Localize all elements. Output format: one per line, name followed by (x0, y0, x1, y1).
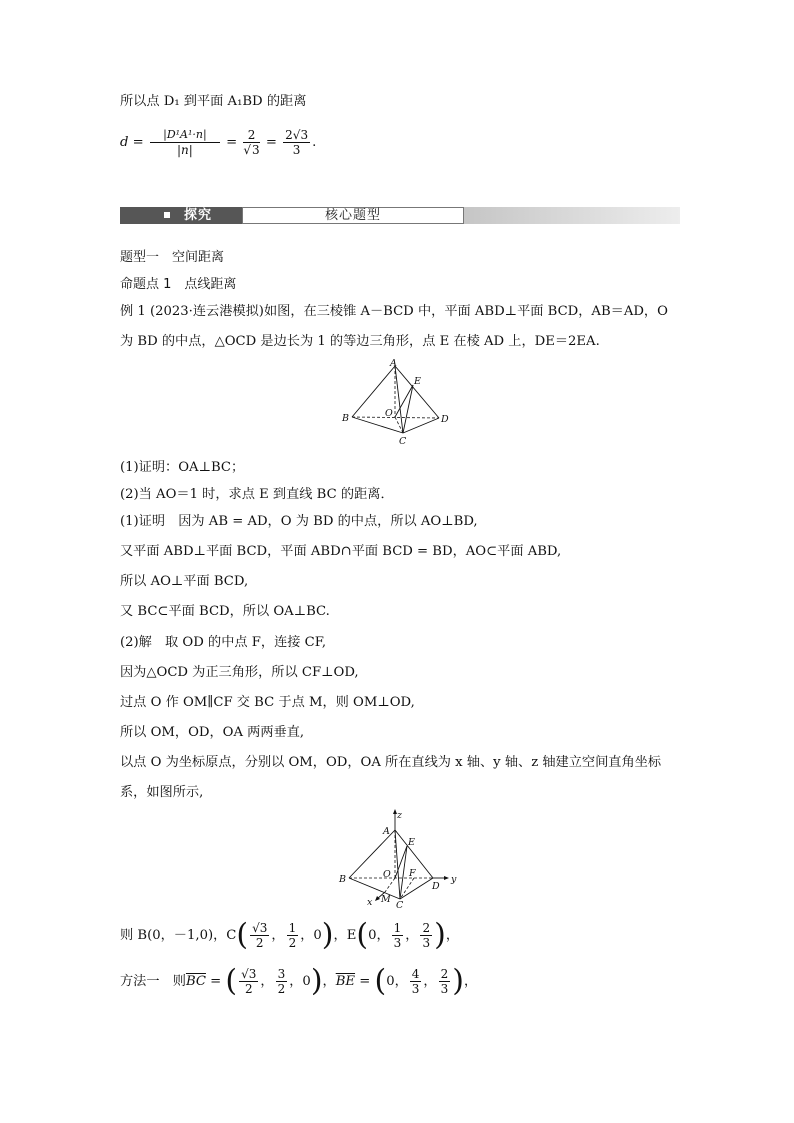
solution-line-10: 系，如图所示, (120, 785, 204, 800)
solution-line-3: 所以 AO⊥平面 BCD, (120, 574, 249, 589)
formula-denominator: |n| (177, 143, 193, 157)
vector-bc: $\overline{BC}$ (185, 974, 206, 989)
solution-line-9: 以点 O 为坐标原点，分别以 OM，OD，OA 所在直线为 x 轴、y 轴、z 轴建立空间直角坐标 (120, 755, 662, 770)
fig2-label-B: B (339, 874, 346, 885)
method-one-label: 方法一 则 (120, 974, 186, 989)
formula-numerator: |D¹A¹·n| (150, 128, 220, 143)
example-line-2: 为 BD 的中点，△OCD 是边长为 1 的等边三角形，点 E 在棱 AD 上，DE＝2EA. (120, 334, 600, 349)
fig1-label-E: E (414, 376, 421, 387)
formula-eq: = (132, 135, 144, 150)
example-line-1: 例 1 (2023·连云港模拟)如图，在三棱锥 A－BCD 中，平面 ABD⊥平面 BCD，AB＝AD，O (120, 304, 668, 319)
fig1-label-A: A (390, 358, 397, 369)
distance-formula: d = $\frac{\text{|D¹A¹·n|}}{|n|}$ = $\frac{2}{√3}$ = $\frac{2√3}{3}$ . (120, 128, 317, 157)
solution-line-4: 又 BC⊂平面 BCD，所以 OA⊥BC. (120, 604, 330, 619)
banner-bullet-icon (164, 212, 170, 218)
fig2-label-z: z (397, 810, 403, 821)
banner-tab-core: 核心题型 (242, 207, 464, 224)
intro-line: 所以点 D₁ 到平面 A₁BD 的距离 (120, 94, 307, 109)
solution-line-6: 因为△OCD 为正三角形，所以 CF⊥OD, (120, 665, 359, 680)
question-1: (1)证明：OA⊥BC； (120, 460, 245, 475)
solution-line-5: (2)解 取 OD 的中点 F，连接 CF, (120, 635, 327, 650)
coordinates-line: 则 B(0，－1,0)，C( $\frac{√3}{2}$ ， $\frac{1}{2}$ ，0)，E(0， $\frac{1}{3}$ ， $\frac{2}{3}$ )， (120, 917, 460, 953)
banner-dark-block (120, 207, 242, 224)
solution-line-8: 所以 OM，OD，OA 两两垂直, (120, 725, 305, 740)
fig2-label-F: F (409, 868, 416, 879)
fig1-label-D: D (441, 414, 449, 425)
banner-tab-explore: 探究 (184, 208, 213, 223)
solution-line-7: 过点 O 作 OM∥CF 交 BC 于点 M，则 OM⊥OD, (120, 695, 415, 710)
fig2-label-D: D (432, 881, 440, 892)
type-title: 题型一 空间距离 (120, 250, 225, 265)
fig2-label-M: M (381, 894, 391, 905)
fig1-label-O: O (385, 408, 393, 419)
formula-fraction-3: $\frac{2√3}{3}$ (285, 128, 309, 157)
section-banner (120, 207, 680, 224)
fig2-label-x: x (367, 897, 373, 908)
fig1-label-B: B (342, 413, 349, 424)
figure-tetrahedron-coordinates (333, 808, 463, 908)
formula-fraction-2: $\frac{2}{√3}$ (243, 128, 260, 157)
fig2-label-y: y (451, 874, 457, 885)
fig2-label-E: E (408, 837, 415, 848)
figure-tetrahedron-1 (340, 358, 450, 446)
formula-fraction-main (150, 128, 220, 157)
fig2-label-O: O (383, 869, 391, 880)
fig2-label-A: A (383, 826, 390, 837)
fig1-label-C: C (399, 436, 407, 446)
fig2-label-C: C (396, 900, 404, 908)
question-2: (2)当 AO＝1 时，求点 E 到直线 BC 的距离． (120, 487, 394, 502)
solution-line-2: 又平面 ABD⊥平面 BCD，平面 ABD∩平面 BCD = BD，AO⊂平面 ABD, (120, 544, 562, 559)
method-one-line: 方法一 则$\overline{BC}$ = ( $\frac{√3}{2}$ ， $\frac{3}{2}$ ，0)，$\overline{BE} = (0$， $\frac{4}{3}$ ， $\frac{2}{3}$ )， (120, 963, 478, 999)
vector-be: $\overline{BE}$ (335, 974, 356, 989)
solution-line-1: (1)证明 因为 AB = AD，O 为 BD 的中点，所以 AO⊥BD, (120, 514, 478, 529)
formula-d: d (120, 135, 129, 150)
point-title: 命题点 1 点线距离 (120, 277, 237, 292)
